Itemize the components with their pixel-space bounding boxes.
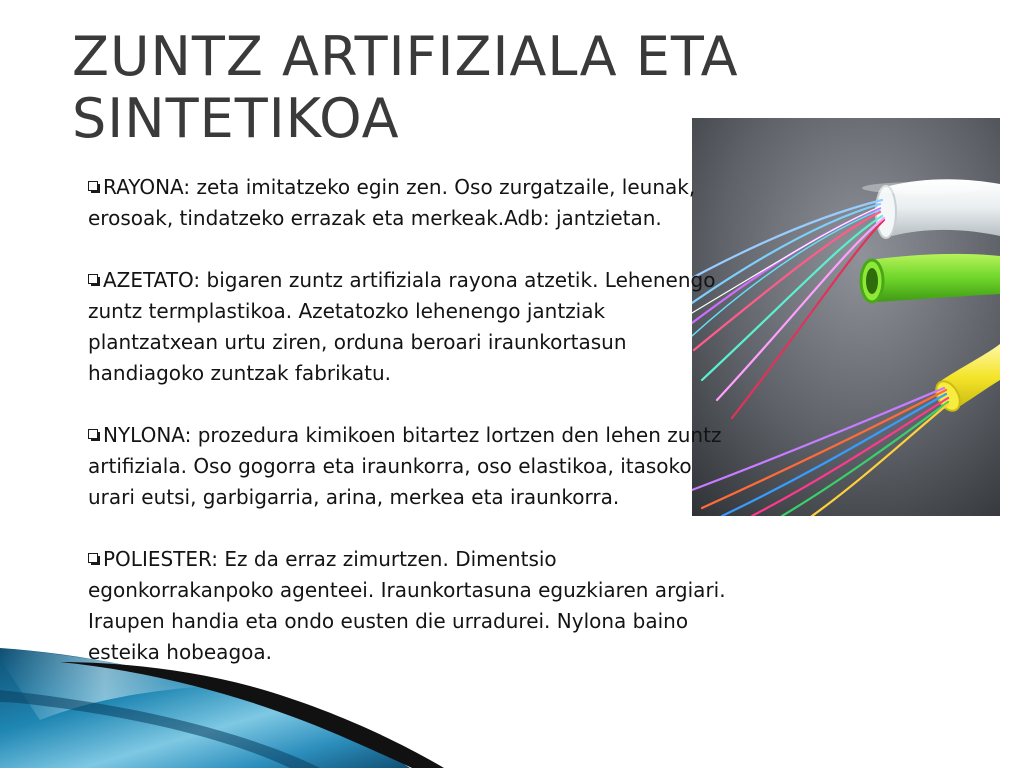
checkbox-bullet-icon bbox=[88, 181, 100, 193]
paragraph-text: AZETATO: bigaren zuntz artifiziala rayona atzetik. Lehenengo zuntz termplastikoa. Azetatozko lehenengo jantziak plantzatxean urtu ziren, orduna beroari iraunkortasun handiagoko zuntzak fabrikatu. bbox=[88, 268, 716, 385]
paragraph-text: POLIESTER: Ez da erraz zimurtzen. Dimentsio egonkorrakanpoko agenteei. Iraunkortasuna eguzkiaren argiari. Iraupen handia eta ondo eusten die urradurei. Nylona baino esteika hobeagoa. bbox=[88, 547, 726, 664]
paragraph-rayona bbox=[88, 172, 738, 234]
slide-title: ZUNTZ ARTIFIZIALA ETA SINTETIKOA bbox=[72, 25, 739, 150]
checkbox-bullet-icon bbox=[88, 429, 100, 441]
paragraph-poliester bbox=[88, 544, 738, 668]
checkbox-bullet-icon bbox=[88, 553, 100, 565]
paragraph-nylona bbox=[88, 420, 738, 513]
paragraph-text: RAYONA: zeta imitatzeko egin zen. Oso zurgatzaile, leunak, erosoak, tindatzeko errazak eta merkeak.Adb: jantzietan. bbox=[88, 175, 696, 230]
fiber-optic-cables-photo bbox=[692, 118, 1000, 516]
paragraph-text: NYLONA: prozedura kimikoen bitartez lortzen den lehen zuntz artifiziala. Oso gogorra eta iraunkorra, oso elastikoa, itasoko urari eutsi, garbigarria, arina, merkea eta iraunkorra. bbox=[88, 423, 722, 509]
paragraph-azetato bbox=[88, 265, 738, 389]
checkbox-bullet-icon bbox=[88, 274, 100, 286]
fiber-optic-image bbox=[692, 118, 1000, 516]
slide-body bbox=[88, 172, 738, 668]
